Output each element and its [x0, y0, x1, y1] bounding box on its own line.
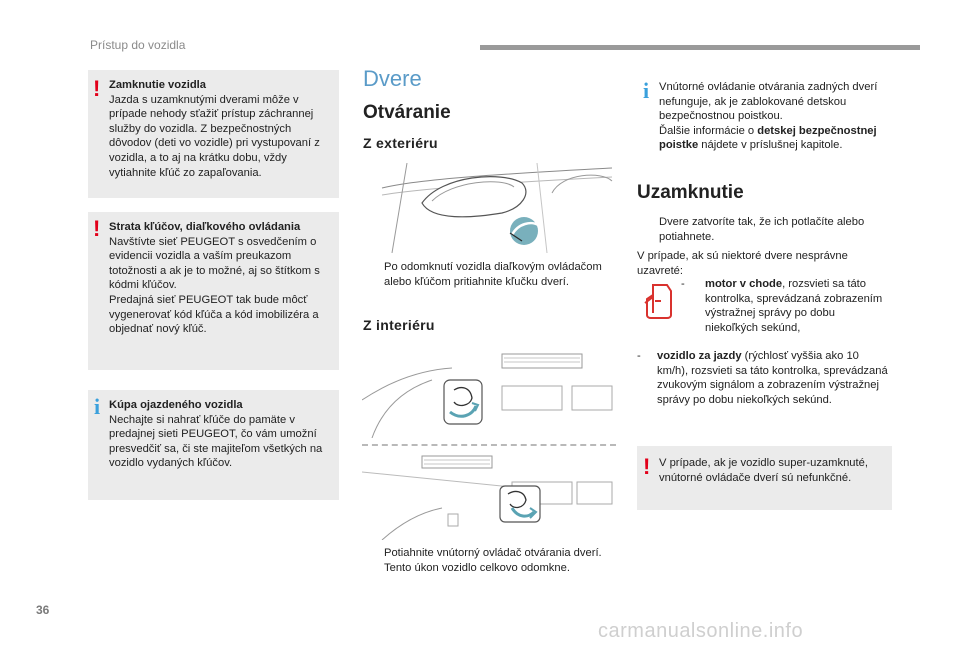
interior-rear-illustration [362, 452, 616, 540]
item-text: , rozsvieti sa táto kontrolka, sprevádzaná zobrazením výstražnej správy po dobu niekoľkých sekúnd, [705, 278, 883, 334]
interior-instruction: Potiahnite vnútorný ovládač otvárania dverí. Tento úkon vozidlo celkovo odomkne. [384, 547, 602, 574]
improper-close-paragraph: V prípade, ak sú niektoré dvere nesprávne uzavreté: [637, 250, 848, 277]
warning-content [109, 78, 334, 180]
info-content [109, 398, 334, 471]
exterior-instruction: Po odomknutí vozidla diaľkovým ovládačom alebo kľúčom pritiahnite kľučku dverí. [384, 261, 602, 288]
bullet-interior [366, 546, 616, 575]
info-icon: i [643, 78, 650, 103]
locking-instruction: Dvere zatvoríte tak, že ich potlačíte alebo potiahnete. [659, 216, 865, 243]
info-text: Nechajte si nahrať kľúče do pamäte v predajnej sieti PEUGEOT, čo vám umožní presvedčiť sa, či ste majiteľom všetkých na vozidlo vydaných kľúčov. [109, 413, 323, 470]
dash-marker: - [637, 350, 641, 362]
item-engine-running [681, 277, 891, 335]
info-text-2 [659, 124, 889, 153]
interior-front-illustration [362, 350, 616, 438]
info-title: Kúpa ojazdeného vozidla [109, 399, 243, 411]
warning-text-2: Predajná sieť PEUGEOT tak bude môcť vygenerovať kód kľúča a kód imobilizéra a objednať nový kľúč. [109, 293, 319, 336]
warning-box-lost-keys [88, 212, 339, 370]
bullet-locking [641, 215, 891, 244]
warning-box-locking [88, 70, 339, 198]
running-header: Prístup do vozidla [90, 38, 186, 52]
warning-text: V prípade, ak je vozidlo super-uzamknuté, vnútorné ovládače dverí sú nefunkčné. [659, 457, 868, 484]
warning-text: Navštívte sieť PEUGEOT s osvedčením o evidencii vozidla a vaším preukazom totožnosti a ak je to možné, aj so štítkom s kódmi kľúčov. [109, 235, 320, 292]
item-bold: motor v chode [705, 278, 783, 290]
warning-text: Jazda s uzamknutými dverami môže v prípade nehody sťažiť prístup záchrannej služby do vozidla. Z bezpečnostných dôvodov (deti vo vozidle) pri vystupovaní z vozidla, a to aj na krátku dobu, vždy vytiahnite kľúč zo zapaľovania. [109, 93, 320, 179]
warning-icon: ! [643, 454, 651, 479]
watermark: carmanualsonline.info [598, 620, 804, 642]
dash-marker: - [681, 278, 685, 290]
heading-opening: Otváranie [363, 102, 451, 123]
warning-title: Strata kľúčov, diaľkového ovládania [109, 221, 301, 233]
warning-icon: ! [93, 76, 101, 101]
warning-icon: ! [93, 216, 101, 241]
info-content [659, 80, 889, 153]
header-bar [480, 45, 920, 50]
info-text-bold: detskej bezpečnostnej poistke [659, 124, 877, 152]
bullet-exterior [366, 260, 616, 289]
info-text-pre: Ďalšie informácie o [659, 124, 758, 137]
item-vehicle-moving [637, 349, 892, 407]
illustration-separator [362, 444, 616, 446]
warning-content [109, 220, 334, 337]
section-title: Dvere [363, 66, 422, 91]
info-child-lock [637, 78, 892, 170]
info-text: Vnútorné ovládanie otvárania zadných dverí nefunguje, ak je zablokované detskou bezpečnostnou poistkou. [659, 81, 878, 123]
info-icon: i [94, 394, 101, 419]
heading-interior: Z interiéru [363, 317, 435, 333]
heading-exterior: Z exteriéru [363, 135, 438, 151]
info-box-used-car [88, 390, 339, 500]
item-bold: vozidlo za jazdy [657, 350, 742, 362]
page-number: 36 [36, 603, 50, 617]
item-text: (rýchlosť vyššia ako 10 km/h), rozsvieti sa táto kontrolka, sprevádzaná zvukovým signálom a zobrazením výstražnej správy po dobu niekoľkých sekúnd. [657, 350, 888, 406]
warning-box-superlock [637, 446, 892, 510]
info-text-post: nájdete v príslušnej kapitole. [698, 139, 843, 152]
door-open-warning-lamp-icon [643, 281, 675, 321]
heading-locking: Uzamknutie [637, 182, 744, 203]
exterior-handle-illustration [362, 163, 616, 253]
warning-title: Zamknutie vozidla [109, 79, 206, 91]
